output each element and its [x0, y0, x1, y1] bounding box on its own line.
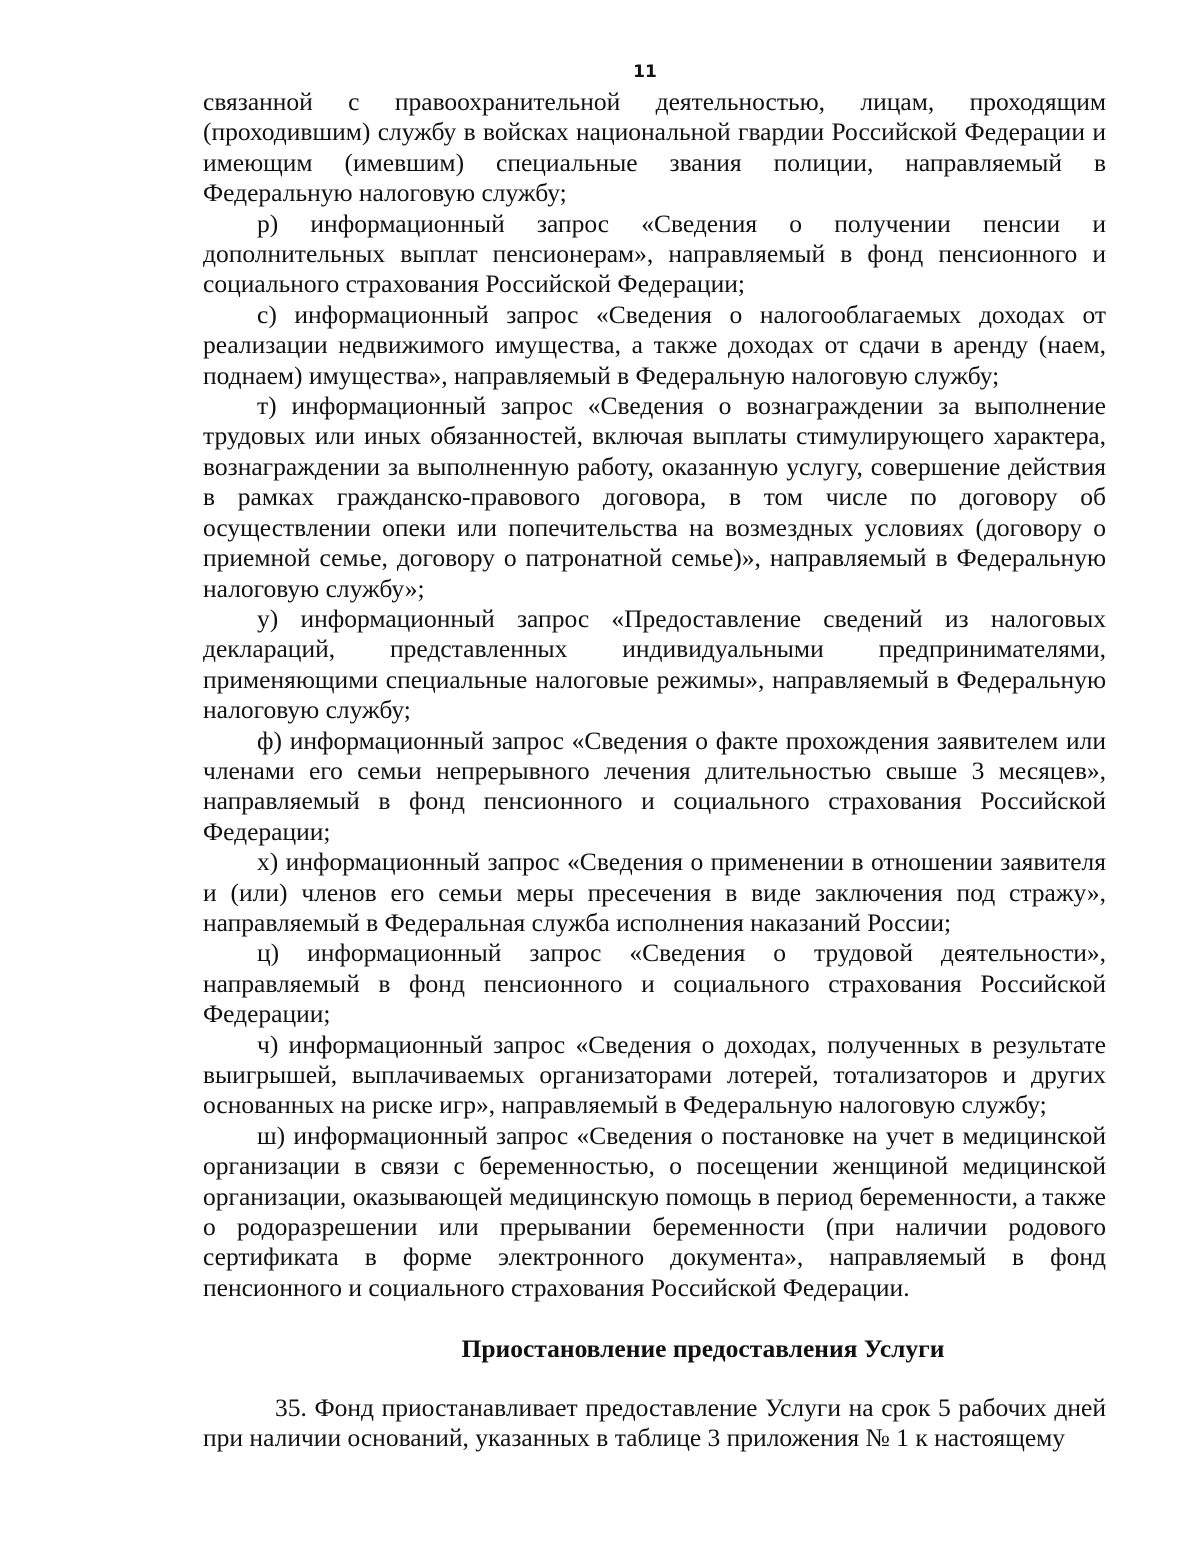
- paragraph-item-s: с) информационный запрос «Сведения о налогооблагаемых доходах от реализации недвижимого имущества, а также доходах от сдачи в аренду (наем, поднаем) имущества», направляемый в Федеральную налоговую службу;: [203, 299, 1106, 390]
- paragraph-item-ts: ц) информационный запрос «Сведения о трудовой деятельности», направляемый в фонд пенсионного и социального страхования Российской Федерации;: [203, 938, 1106, 1029]
- paragraph-item-r: р) информационный запрос «Сведения о получении пенсии и дополнительных выплат пенсионерам», направляемый в фонд пенсионного и социального страхования Российской Федерации;: [203, 208, 1106, 299]
- paragraph-item-f: ф) информационный запрос «Сведения о факте прохождения заявителем или членами его семьи непрерывного лечения длительностью свыше 3 месяцев», направляемый в фонд пенсионного и социального страхования Российской Федерации;: [203, 725, 1106, 846]
- paragraph-item-ch: ч) информационный запрос «Сведения о доходах, полученных в результате выигрышей, выплачиваемых организаторами лотерей, тотализаторов и других основанных на риске игр», направляемый в Федеральную налоговую службу;: [203, 1029, 1106, 1120]
- paragraph-item-t: т) информационный запрос «Сведения о вознаграждении за выполнение трудовых или иных обязанностей, включая выплаты стимулирующего характера, вознаграждении за выполненную работу, оказанную услугу, совершение действия в рамках гражданско-правового договора, в том числе по договору об осуществлении опеки или попечительства на возмездных условиях (договору о приемной семье, договору о патронатной семье)», направляемый в Федеральную налоговую службу»;: [203, 391, 1106, 603]
- paragraph-35: 35. Фонд приостанавливает предоставление Услуги на срок 5 рабочих дней при наличии оснований, указанных в таблице 3 приложения № 1 к настоящему: [203, 1393, 1106, 1453]
- section-heading: Приостановление предоставления Услуги: [461, 1334, 945, 1363]
- paragraph-item-sh: ш) информационный запрос «Сведения о постановке на учет в медицинской организации в связи с беременностью, о посещении женщиной медицинской организации, оказывающей медицинскую помощь в период беременности, а также о родоразрешении или прерывании беременности (при наличии родового сертификата в форме электронного документа», направляемый в фонд пенсионного и социального страхования Российской Федерации.: [203, 1120, 1106, 1302]
- page-number: 11: [633, 62, 657, 82]
- paragraph-item-u: у) информационный запрос «Предоставление сведений из налоговых деклараций, представленных индивидуальными предпринимателями, применяющими специальные налоговые режимы», направляемый в Федеральную налоговую службу;: [203, 603, 1106, 725]
- closing-text: [203, 1393, 1106, 1454]
- paragraph-continuation: связанной с правоохранительной деятельностью, лицам, проходящим (проходившим) службу в войсках национальной гвардии Российской Федерации и имеющим (имевшим) специальные звания полиции, направляемый в Федеральную налоговую службу;: [203, 87, 1106, 208]
- paragraph-item-kh: х) информационный запрос «Сведения о применении в отношении заявителя и (или) членов его семьи меры пресечения в виде заключения под стражу», направляемый в Федеральная служба исполнения наказаний России;: [203, 847, 1106, 937]
- body-text: [203, 87, 1106, 1303]
